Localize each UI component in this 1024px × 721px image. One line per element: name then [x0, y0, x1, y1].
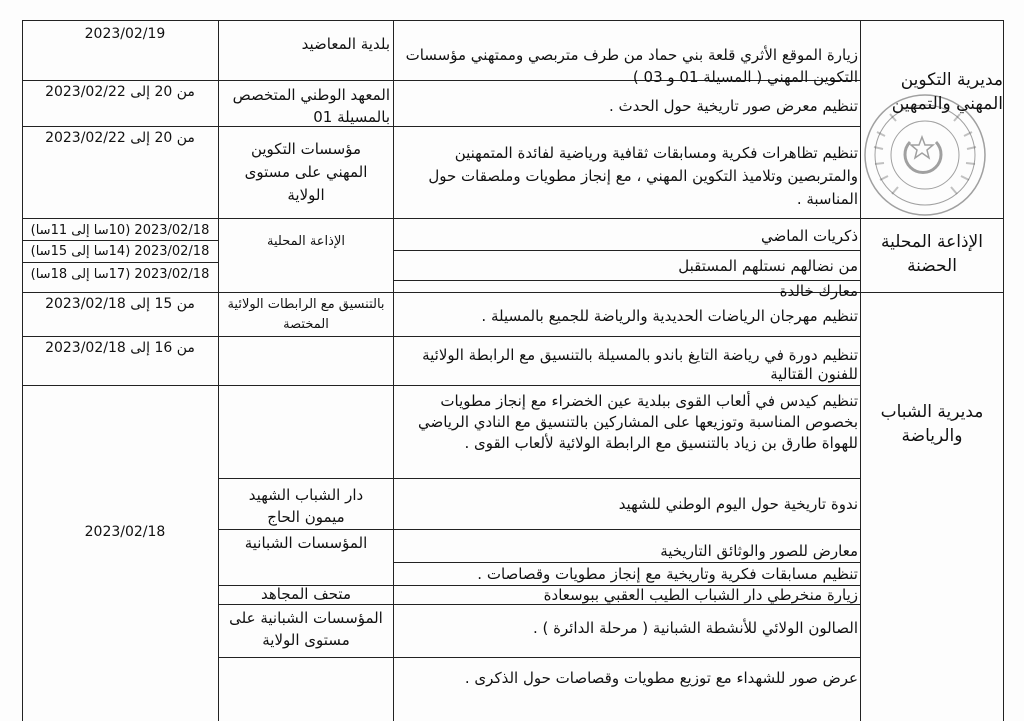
row-line: [218, 604, 861, 605]
shared-date-cell: 2023/02/18: [84, 524, 166, 540]
section-line: [22, 218, 1004, 219]
activity-cell: عرض صور للشهداء مع توزيع مطويات وقصاصات حول الذكرى .: [464, 669, 858, 687]
activity-cell: تنظيم كيدس في ألعاب القوى ببلدية عين الخضراء مع إنجاز مطويات بخصوص المناسبة وتوزيعها على المشاركين بالتنسيق مع النادي الرياضي للهواة طارق بن زياد بالتنسيق مع الرابطة الولائية لألعاب القوى .: [417, 392, 858, 452]
activity-cell: زيارة منخرطي دار الشباب الطيب العقبي ببوسعادة: [543, 586, 858, 604]
section-title: مديرية التكوين المهني والتمهين: [891, 70, 1003, 114]
place-cell: بلدية المعاضيد: [301, 35, 390, 53]
place-cell: مؤسسات التكوين المهني على مستوى الولاية: [244, 140, 368, 204]
activity-cell: تنظيم مهرجان الرياضات الحديدية والرياضة للجميع بالمسيلة .: [481, 307, 858, 325]
activity-cell: من نضالهم نستلهم المستقبل: [678, 257, 858, 275]
activity-cell: معارض للصور والوثائق التاريخية: [660, 542, 858, 560]
row-line: [22, 385, 861, 386]
activity-cell: تنظيم تظاهرات فكرية ومسابقات ثقافية ورياضية لفائدة المتمهنين والمتربصين وتلاميذ التكوين المهني ، مع إنجاز مطويات وملصقات حول المناسبة .: [428, 144, 858, 208]
date-cell: 2023/02/18 (14سا إلى 15سا): [30, 244, 210, 259]
row-line: [218, 529, 861, 530]
row-line: [393, 562, 861, 563]
activity-cell: ندوة تاريخية حول اليوم الوطني للشهيد: [618, 495, 858, 513]
row-line: [393, 250, 861, 251]
date-cell: 2023/02/18 (17سا إلى 18سا): [30, 267, 210, 282]
place-cell: دار الشباب الشهيد ميمون الحاج: [248, 486, 364, 526]
activity-cell: تنظيم مسابقات فكرية وتاريخية مع إنجاز مطويات وقصاصات .: [477, 565, 858, 583]
row-line: [22, 336, 861, 337]
row-line: [22, 126, 861, 127]
place-cell: بالتنسيق مع الرابطات الولائية المختصة: [227, 297, 385, 332]
date-cell: من 15 إلى 2023/02/18: [45, 296, 195, 312]
row-line: [218, 657, 861, 658]
table-border-top: [22, 20, 1004, 21]
date-cell: 2023/02/18 (10سا إلى 11سا): [30, 223, 210, 238]
date-cell: من 16 إلى 2023/02/18: [45, 340, 195, 356]
activity-cell: الصالون الولائي للأنشطة الشبانية ( مرحلة الدائرة ) .: [532, 619, 858, 637]
section-title: مديرية الشباب والرياضة: [880, 402, 984, 446]
row-line: [22, 262, 218, 263]
place-cell: متحف المجاهد: [261, 585, 351, 603]
table-border-right: [1003, 20, 1004, 721]
place-cell: المؤسسات الشبانية على مستوى الولاية: [229, 609, 383, 649]
activity-cell: معارك خالدة: [779, 282, 858, 300]
place-cell: المعهد الوطني المتخصص بالمسيلة 01: [232, 86, 390, 126]
row-line: [218, 478, 861, 479]
activity-cell: تنظيم معرض صور تاريخية حول الحدث .: [608, 97, 858, 115]
date-cell: من 20 إلى 2023/02/22: [45, 130, 195, 146]
section-title: الإذاعة المحلية الحضنة: [881, 232, 983, 276]
date-cell: من 20 إلى 2023/02/22: [45, 84, 195, 100]
place-cell: الإذاعة المحلية: [267, 234, 345, 249]
activity-cell: زيارة الموقع الأثري قلعة بني حماد من طرف متربصي وممتهني مؤسسات التكوين المهني ( المسيلة 01 و 03 ): [405, 46, 858, 86]
activity-cell: ذكريات الماضي: [761, 227, 858, 245]
activity-cell: تنظيم دورة في رياضة التايغ باندو بالمسيلة بالتنسيق مع الرابطة الولائية للفنون القتالية: [422, 346, 858, 383]
date-cell: 2023/02/19: [84, 26, 166, 42]
place-cell: المؤسسات الشبانية: [244, 534, 368, 552]
row-line: [393, 280, 861, 281]
